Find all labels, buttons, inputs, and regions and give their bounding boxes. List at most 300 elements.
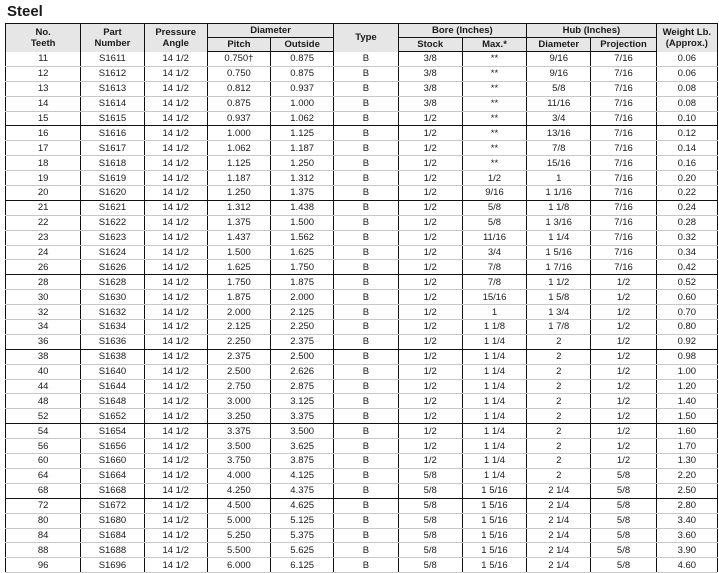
cell-weight: 0.14	[656, 141, 717, 156]
cell-hub-projection: 1/2	[591, 305, 656, 320]
cell-hub-diameter: 1 1/8	[527, 200, 591, 215]
cell-part-number: S1620	[81, 186, 144, 201]
table-row	[6, 111, 718, 126]
cell-pitch: 0.750	[207, 66, 270, 81]
cell-pressure-angle: 14 1/2	[144, 81, 207, 96]
cell-type: B	[334, 483, 398, 498]
cell-bore-stock: 1/2	[398, 230, 462, 245]
cell-teeth: 36	[6, 334, 81, 349]
cell-teeth: 19	[6, 171, 81, 186]
cell-pressure-angle: 14 1/2	[144, 245, 207, 260]
header-projection: Projection	[591, 38, 656, 52]
cell-part-number: S1654	[81, 424, 144, 439]
cell-part-number: S1628	[81, 275, 144, 290]
cell-weight: 1.30	[656, 454, 717, 469]
cell-hub-projection: 7/16	[591, 156, 656, 171]
cell-pressure-angle: 14 1/2	[144, 275, 207, 290]
cell-type: B	[334, 245, 398, 260]
table-row	[6, 290, 718, 305]
header-hub-diameter: Diameter	[527, 38, 591, 52]
cell-bore-max: 5/8	[462, 200, 526, 215]
cell-pitch: 4.250	[207, 483, 270, 498]
cell-outside: 2.375	[271, 334, 334, 349]
cell-weight: 0.34	[656, 245, 717, 260]
cell-weight: 0.08	[656, 96, 717, 111]
table-row	[6, 52, 718, 67]
cell-weight: 0.98	[656, 349, 717, 364]
cell-hub-projection: 7/16	[591, 200, 656, 215]
cell-hub-diameter: 2	[527, 409, 591, 424]
cell-pressure-angle: 14 1/2	[144, 513, 207, 528]
cell-weight: 1.40	[656, 394, 717, 409]
cell-teeth: 88	[6, 543, 81, 558]
cell-type: B	[334, 230, 398, 245]
cell-weight: 0.06	[656, 66, 717, 81]
cell-type: B	[334, 468, 398, 483]
cell-type: B	[334, 290, 398, 305]
cell-bore-max: 1 1/4	[462, 454, 526, 469]
cell-hub-diameter: 2	[527, 439, 591, 454]
cell-weight: 0.70	[656, 305, 717, 320]
cell-hub-diameter: 1 7/16	[527, 260, 591, 275]
cell-hub-projection: 7/16	[591, 171, 656, 186]
table-row	[6, 349, 718, 364]
cell-bore-max: 9/16	[462, 186, 526, 201]
cell-type: B	[334, 156, 398, 171]
cell-type: B	[334, 379, 398, 394]
cell-bore-stock: 1/2	[398, 334, 462, 349]
cell-bore-stock: 1/2	[398, 364, 462, 379]
cell-weight: 1.20	[656, 379, 717, 394]
cell-part-number: S1638	[81, 349, 144, 364]
cell-part-number: S1611	[81, 52, 144, 67]
cell-bore-stock: 1/2	[398, 349, 462, 364]
header-no-teeth: No. Teeth	[6, 24, 81, 52]
cell-pressure-angle: 14 1/2	[144, 320, 207, 335]
cell-outside: 2.626	[271, 364, 334, 379]
cell-hub-diameter: 2	[527, 334, 591, 349]
cell-weight: 1.60	[656, 424, 717, 439]
cell-weight: 2.50	[656, 483, 717, 498]
cell-weight: 0.16	[656, 156, 717, 171]
cell-pitch: 1.250	[207, 186, 270, 201]
cell-weight: 0.10	[656, 111, 717, 126]
cell-part-number: S1636	[81, 334, 144, 349]
cell-pressure-angle: 14 1/2	[144, 66, 207, 81]
cell-hub-projection: 1/2	[591, 364, 656, 379]
cell-outside: 5.375	[271, 528, 334, 543]
cell-outside: 2.125	[271, 305, 334, 320]
cell-part-number: S1660	[81, 454, 144, 469]
cell-bore-max: 1 1/4	[462, 364, 526, 379]
cell-teeth: 13	[6, 81, 81, 96]
cell-pressure-angle: 14 1/2	[144, 543, 207, 558]
cell-type: B	[334, 275, 398, 290]
cell-bore-max: **	[462, 66, 526, 81]
cell-type: B	[334, 111, 398, 126]
cell-hub-diameter: 2 1/4	[527, 513, 591, 528]
cell-weight: 1.50	[656, 409, 717, 424]
cell-bore-max: 7/8	[462, 275, 526, 290]
cell-type: B	[334, 424, 398, 439]
cell-part-number: S1617	[81, 141, 144, 156]
cell-pitch: 2.375	[207, 349, 270, 364]
cell-bore-stock: 5/8	[398, 498, 462, 513]
cell-type: B	[334, 52, 398, 67]
cell-teeth: 24	[6, 245, 81, 260]
cell-part-number: S1619	[81, 171, 144, 186]
cell-weight: 0.08	[656, 81, 717, 96]
cell-hub-diameter: 2 1/4	[527, 543, 591, 558]
cell-teeth: 54	[6, 424, 81, 439]
table-row	[6, 394, 718, 409]
cell-part-number: S1616	[81, 126, 144, 141]
cell-outside: 6.125	[271, 558, 334, 573]
cell-hub-projection: 1/2	[591, 454, 656, 469]
cell-hub-projection: 7/16	[591, 66, 656, 81]
cell-part-number: S1688	[81, 543, 144, 558]
cell-outside: 1.500	[271, 215, 334, 230]
cell-pitch: 4.000	[207, 468, 270, 483]
cell-pitch: 3.000	[207, 394, 270, 409]
cell-type: B	[334, 364, 398, 379]
cell-bore-max: 1 1/4	[462, 424, 526, 439]
cell-part-number: S1696	[81, 558, 144, 573]
cell-hub-diameter: 2	[527, 349, 591, 364]
cell-teeth: 52	[6, 409, 81, 424]
cell-pressure-angle: 14 1/2	[144, 126, 207, 141]
cell-teeth: 26	[6, 260, 81, 275]
cell-weight: 0.28	[656, 215, 717, 230]
cell-teeth: 84	[6, 528, 81, 543]
cell-pressure-angle: 14 1/2	[144, 498, 207, 513]
table-row	[6, 468, 718, 483]
cell-bore-max: **	[462, 141, 526, 156]
cell-bore-stock: 1/2	[398, 126, 462, 141]
cell-pitch: 1.625	[207, 260, 270, 275]
cell-weight: 1.70	[656, 439, 717, 454]
header-type: Type	[334, 24, 398, 52]
cell-bore-max: 1 5/16	[462, 528, 526, 543]
cell-pitch: 3.375	[207, 424, 270, 439]
cell-hub-diameter: 3/4	[527, 111, 591, 126]
cell-hub-diameter: 2	[527, 394, 591, 409]
spur-gear-table	[5, 23, 718, 573]
cell-type: B	[334, 171, 398, 186]
table-row	[6, 126, 718, 141]
cell-outside: 1.312	[271, 171, 334, 186]
page-title: Steel	[7, 3, 43, 20]
cell-pitch: 4.500	[207, 498, 270, 513]
cell-bore-stock: 1/2	[398, 394, 462, 409]
cell-outside: 2.000	[271, 290, 334, 305]
cell-bore-stock: 1/2	[398, 260, 462, 275]
cell-weight: 0.12	[656, 126, 717, 141]
cell-hub-projection: 1/2	[591, 320, 656, 335]
cell-outside: 2.250	[271, 320, 334, 335]
cell-outside: 1.438	[271, 200, 334, 215]
table-row	[6, 186, 718, 201]
cell-bore-stock: 1/2	[398, 111, 462, 126]
cell-bore-max: 3/4	[462, 245, 526, 260]
cell-outside: 3.125	[271, 394, 334, 409]
cell-part-number: S1672	[81, 498, 144, 513]
cell-outside: 3.375	[271, 409, 334, 424]
cell-part-number: S1652	[81, 409, 144, 424]
table-row	[6, 439, 718, 454]
cell-hub-projection: 5/8	[591, 513, 656, 528]
cell-type: B	[334, 543, 398, 558]
cell-bore-max: 1 1/8	[462, 320, 526, 335]
cell-hub-projection: 1/2	[591, 349, 656, 364]
cell-teeth: 48	[6, 394, 81, 409]
cell-hub-projection: 7/16	[591, 186, 656, 201]
cell-bore-stock: 3/8	[398, 96, 462, 111]
cell-type: B	[334, 141, 398, 156]
cell-pressure-angle: 14 1/2	[144, 424, 207, 439]
cell-outside: 5.625	[271, 543, 334, 558]
cell-part-number: S1621	[81, 200, 144, 215]
cell-bore-stock: 1/2	[398, 439, 462, 454]
cell-bore-stock: 1/2	[398, 305, 462, 320]
table-row	[6, 215, 718, 230]
cell-pressure-angle: 14 1/2	[144, 334, 207, 349]
cell-hub-diameter: 1 3/16	[527, 215, 591, 230]
cell-outside: 0.875	[271, 52, 334, 67]
cell-pressure-angle: 14 1/2	[144, 305, 207, 320]
cell-bore-max: 15/16	[462, 290, 526, 305]
cell-bore-stock: 1/2	[398, 200, 462, 215]
cell-pressure-angle: 14 1/2	[144, 156, 207, 171]
table-row	[6, 171, 718, 186]
cell-hub-projection: 1/2	[591, 334, 656, 349]
cell-outside: 1.187	[271, 141, 334, 156]
cell-teeth: 60	[6, 454, 81, 469]
cell-pressure-angle: 14 1/2	[144, 379, 207, 394]
cell-pressure-angle: 14 1/2	[144, 558, 207, 573]
cell-teeth: 28	[6, 275, 81, 290]
cell-bore-stock: 3/8	[398, 66, 462, 81]
cell-teeth: 18	[6, 156, 81, 171]
cell-hub-projection: 7/16	[591, 96, 656, 111]
cell-bore-stock: 1/2	[398, 171, 462, 186]
cell-hub-diameter: 2 1/4	[527, 528, 591, 543]
cell-bore-max: 1 1/4	[462, 409, 526, 424]
cell-weight: 1.00	[656, 364, 717, 379]
cell-hub-diameter: 1 5/8	[527, 290, 591, 305]
cell-pitch: 1.125	[207, 156, 270, 171]
cell-hub-projection: 7/16	[591, 81, 656, 96]
cell-part-number: S1612	[81, 66, 144, 81]
cell-bore-stock: 3/8	[398, 81, 462, 96]
cell-part-number: S1668	[81, 483, 144, 498]
cell-bore-stock: 1/2	[398, 320, 462, 335]
cell-teeth: 64	[6, 468, 81, 483]
cell-pressure-angle: 14 1/2	[144, 409, 207, 424]
table-row	[6, 558, 718, 573]
cell-part-number: S1618	[81, 156, 144, 171]
cell-part-number: S1632	[81, 305, 144, 320]
cell-type: B	[334, 126, 398, 141]
header-max: Max.*	[462, 38, 526, 52]
cell-pressure-angle: 14 1/2	[144, 96, 207, 111]
cell-hub-diameter: 1 1/2	[527, 275, 591, 290]
cell-hub-projection: 7/16	[591, 126, 656, 141]
cell-pitch: 3.750	[207, 454, 270, 469]
cell-outside: 3.500	[271, 424, 334, 439]
cell-type: B	[334, 349, 398, 364]
cell-pressure-angle: 14 1/2	[144, 394, 207, 409]
cell-hub-projection: 7/16	[591, 230, 656, 245]
cell-hub-projection: 5/8	[591, 468, 656, 483]
table-row	[6, 96, 718, 111]
cell-hub-diameter: 2	[527, 468, 591, 483]
cell-outside: 1.250	[271, 156, 334, 171]
cell-bore-stock: 1/2	[398, 215, 462, 230]
table-row	[6, 424, 718, 439]
cell-part-number: S1613	[81, 81, 144, 96]
cell-bore-max: **	[462, 126, 526, 141]
table-row	[6, 334, 718, 349]
cell-hub-diameter: 15/16	[527, 156, 591, 171]
cell-type: B	[334, 334, 398, 349]
cell-hub-diameter: 1 3/4	[527, 305, 591, 320]
cell-pitch: 2.500	[207, 364, 270, 379]
cell-teeth: 80	[6, 513, 81, 528]
cell-pressure-angle: 14 1/2	[144, 52, 207, 67]
cell-pitch: 1.312	[207, 200, 270, 215]
cell-pitch: 0.812	[207, 81, 270, 96]
cell-hub-diameter: 2 1/4	[527, 558, 591, 573]
cell-part-number: S1664	[81, 468, 144, 483]
cell-bore-max: 1 1/4	[462, 334, 526, 349]
header-bore: Bore (Inches)	[398, 24, 527, 38]
cell-teeth: 72	[6, 498, 81, 513]
cell-bore-stock: 1/2	[398, 379, 462, 394]
cell-weight: 3.40	[656, 513, 717, 528]
cell-bore-max: 1 1/4	[462, 468, 526, 483]
cell-bore-max: 1 1/4	[462, 379, 526, 394]
cell-teeth: 32	[6, 305, 81, 320]
cell-teeth: 22	[6, 215, 81, 230]
cell-hub-projection: 7/16	[591, 215, 656, 230]
table-row	[6, 66, 718, 81]
cell-bore-stock: 1/2	[398, 409, 462, 424]
cell-part-number: S1684	[81, 528, 144, 543]
cell-bore-max: 5/8	[462, 215, 526, 230]
cell-bore-stock: 5/8	[398, 528, 462, 543]
cell-outside: 3.625	[271, 439, 334, 454]
cell-bore-stock: 1/2	[398, 275, 462, 290]
cell-bore-max: 1 1/4	[462, 349, 526, 364]
cell-hub-diameter: 9/16	[527, 66, 591, 81]
cell-bore-max: **	[462, 96, 526, 111]
cell-outside: 4.625	[271, 498, 334, 513]
cell-bore-stock: 1/2	[398, 290, 462, 305]
cell-teeth: 40	[6, 364, 81, 379]
cell-teeth: 56	[6, 439, 81, 454]
table-body	[6, 52, 718, 573]
cell-type: B	[334, 186, 398, 201]
cell-pressure-angle: 14 1/2	[144, 290, 207, 305]
cell-pitch: 2.750	[207, 379, 270, 394]
cell-pressure-angle: 14 1/2	[144, 364, 207, 379]
cell-type: B	[334, 320, 398, 335]
cell-weight: 0.24	[656, 200, 717, 215]
cell-outside: 3.875	[271, 454, 334, 469]
cell-part-number: S1622	[81, 215, 144, 230]
cell-hub-projection: 5/8	[591, 558, 656, 573]
header-pressure-angle: Pressure Angle	[144, 24, 207, 52]
cell-weight: 3.60	[656, 528, 717, 543]
table-row	[6, 498, 718, 513]
cell-hub-diameter: 2 1/4	[527, 498, 591, 513]
cell-hub-diameter: 1 7/8	[527, 320, 591, 335]
cell-type: B	[334, 66, 398, 81]
cell-teeth: 30	[6, 290, 81, 305]
cell-weight: 3.90	[656, 543, 717, 558]
cell-weight: 0.06	[656, 52, 717, 67]
cell-bore-stock: 1/2	[398, 424, 462, 439]
cell-hub-diameter: 2	[527, 379, 591, 394]
cell-part-number: S1634	[81, 320, 144, 335]
cell-type: B	[334, 394, 398, 409]
cell-weight: 4.60	[656, 558, 717, 573]
cell-pitch: 5.500	[207, 543, 270, 558]
header-diameter: Diameter	[207, 24, 334, 38]
cell-bore-stock: 1/2	[398, 245, 462, 260]
cell-teeth: 44	[6, 379, 81, 394]
cell-bore-stock: 1/2	[398, 156, 462, 171]
cell-bore-max: 1 5/16	[462, 483, 526, 498]
cell-bore-max: **	[462, 156, 526, 171]
cell-hub-projection: 1/2	[591, 275, 656, 290]
cell-pressure-angle: 14 1/2	[144, 230, 207, 245]
cell-part-number: S1615	[81, 111, 144, 126]
cell-part-number: S1656	[81, 439, 144, 454]
header-weight: Weight Lb. (Approx.)	[656, 24, 717, 52]
cell-type: B	[334, 498, 398, 513]
cell-bore-max: 1 5/16	[462, 558, 526, 573]
cell-bore-stock: 1/2	[398, 454, 462, 469]
table-row	[6, 156, 718, 171]
cell-pitch: 1.875	[207, 290, 270, 305]
cell-outside: 5.125	[271, 513, 334, 528]
cell-teeth: 11	[6, 52, 81, 67]
cell-hub-projection: 1/2	[591, 379, 656, 394]
cell-type: B	[334, 305, 398, 320]
cell-pressure-angle: 14 1/2	[144, 200, 207, 215]
cell-bore-stock: 5/8	[398, 483, 462, 498]
cell-hub-projection: 7/16	[591, 260, 656, 275]
cell-bore-max: 11/16	[462, 230, 526, 245]
cell-bore-max: 7/8	[462, 260, 526, 275]
cell-hub-diameter: 13/16	[527, 126, 591, 141]
cell-hub-diameter: 1 1/4	[527, 230, 591, 245]
cell-pitch: 1.000	[207, 126, 270, 141]
cell-hub-diameter: 7/8	[527, 141, 591, 156]
cell-teeth: 12	[6, 66, 81, 81]
cell-outside: 1.375	[271, 186, 334, 201]
cell-type: B	[334, 260, 398, 275]
cell-outside: 4.125	[271, 468, 334, 483]
cell-hub-projection: 7/16	[591, 141, 656, 156]
cell-pitch: 1.500	[207, 245, 270, 260]
cell-hub-projection: 1/2	[591, 439, 656, 454]
cell-weight: 0.80	[656, 320, 717, 335]
cell-bore-max: 1 5/16	[462, 543, 526, 558]
cell-hub-diameter: 5/8	[527, 81, 591, 96]
